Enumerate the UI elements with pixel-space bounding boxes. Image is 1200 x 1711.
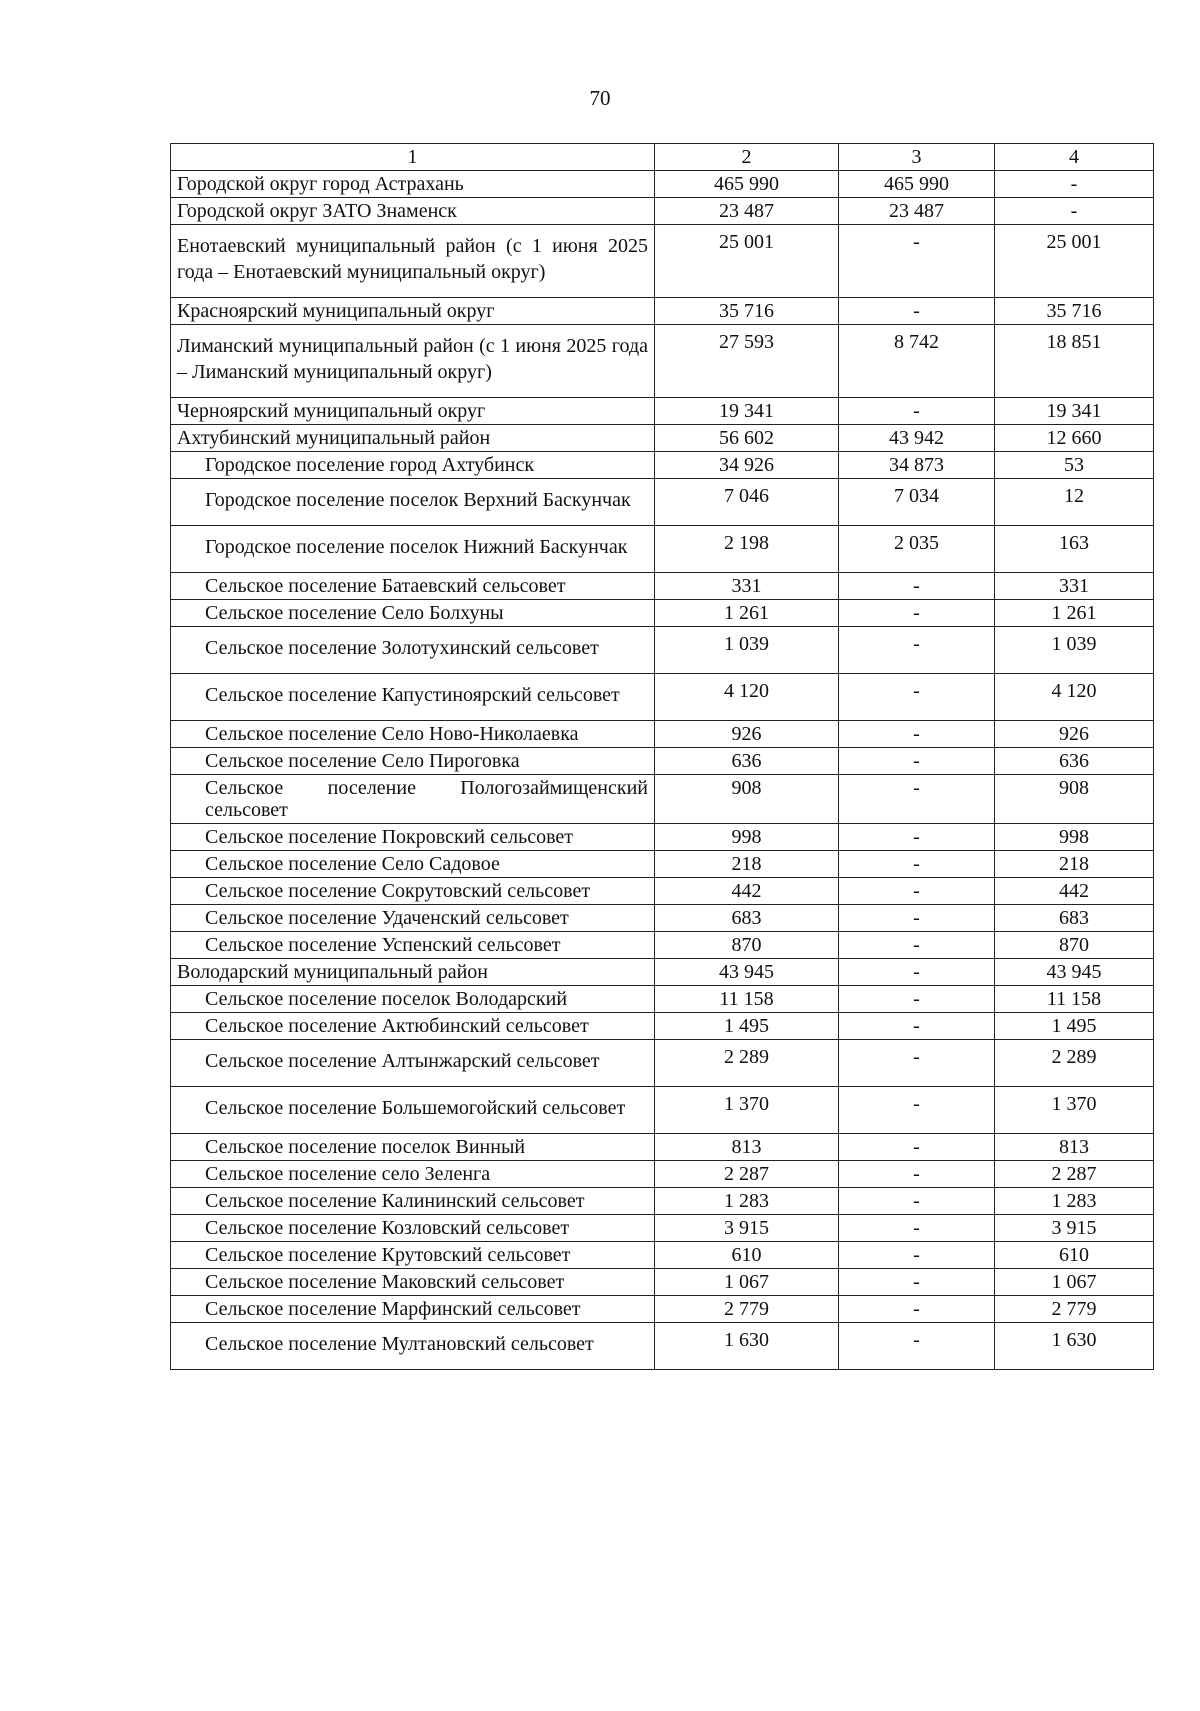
value-cell-col4: 2 779 [995, 1296, 1154, 1323]
name-cell: Городское поселение поселок Нижний Баскунчак [171, 526, 655, 573]
value-cell-col3: - [839, 1242, 995, 1269]
value-cell-col2: 43 945 [655, 959, 839, 986]
name-cell: Городское поселение поселок Верхний Баскунчак [171, 479, 655, 526]
name-cell: Сельское поселение Капустиноярский сельсовет [171, 674, 655, 721]
table-row [171, 325, 1154, 398]
name-cell: Сельское поселение село Зеленга [171, 1161, 655, 1188]
value-cell-col4: 442 [995, 878, 1154, 905]
value-cell-col3: - [839, 1215, 995, 1242]
table-row [171, 878, 1154, 905]
value-cell-col4: 12 [995, 479, 1154, 526]
name-cell: Черноярский муниципальный округ [171, 398, 655, 425]
table-row [171, 225, 1154, 298]
value-cell-col3: - [839, 674, 995, 721]
value-cell-col2: 11 158 [655, 986, 839, 1013]
name-cell: Городской округ ЗАТО Знаменск [171, 198, 655, 225]
page-number: 70 [589, 86, 611, 110]
value-cell-col2: 465 990 [655, 171, 839, 198]
value-cell-col4: 19 341 [995, 398, 1154, 425]
value-cell-col4: 1 261 [995, 600, 1154, 627]
name-cell: Енотаевский муниципальный район (с 1 июня 2025 года – Енотаевский муниципальный округ) [171, 225, 655, 298]
value-cell-col2: 1 067 [655, 1269, 839, 1296]
value-cell-col3: - [839, 1134, 995, 1161]
value-cell-col2: 683 [655, 905, 839, 932]
value-cell-col4: 163 [995, 526, 1154, 573]
table-row [171, 824, 1154, 851]
table-row [171, 198, 1154, 225]
table-row [171, 1296, 1154, 1323]
value-cell-col4: 926 [995, 721, 1154, 748]
name-cell: Сельское поселение Сокрутовский сельсовет [171, 878, 655, 905]
name-cell: Сельское поселение Козловский сельсовет [171, 1215, 655, 1242]
table-row [171, 748, 1154, 775]
value-cell-col2: 442 [655, 878, 839, 905]
name-cell: Сельское поселение Маковский сельсовет [171, 1269, 655, 1296]
value-cell-col4: 636 [995, 748, 1154, 775]
value-cell-col3: - [839, 1040, 995, 1087]
value-cell-col3: - [839, 1323, 995, 1370]
value-cell-col2: 35 716 [655, 298, 839, 325]
value-cell-col2: 2 287 [655, 1161, 839, 1188]
value-cell-col2: 610 [655, 1242, 839, 1269]
table-row [171, 851, 1154, 878]
name-cell: Ахтубинский муниципальный район [171, 425, 655, 452]
value-cell-col3: - [839, 573, 995, 600]
header-row [171, 144, 1154, 171]
table-row [171, 479, 1154, 526]
value-cell-col4: 610 [995, 1242, 1154, 1269]
value-cell-col4: 35 716 [995, 298, 1154, 325]
data-table [170, 143, 1154, 1370]
table-row [171, 1134, 1154, 1161]
table-row [171, 1188, 1154, 1215]
value-cell-col4: 11 158 [995, 986, 1154, 1013]
table-row [171, 721, 1154, 748]
table-row [171, 1323, 1154, 1370]
value-cell-col2: 56 602 [655, 425, 839, 452]
value-cell-col4: 18 851 [995, 325, 1154, 398]
value-cell-col2: 2 779 [655, 1296, 839, 1323]
name-cell: Сельское поселение Калининский сельсовет [171, 1188, 655, 1215]
value-cell-col3: - [839, 1161, 995, 1188]
name-cell: Лиманский муниципальный район (с 1 июня 2025 года – Лиманский муниципальный округ) [171, 325, 655, 398]
name-cell: Сельское поселение Село Ново-Николаевка [171, 721, 655, 748]
name-cell: Красноярский муниципальный округ [171, 298, 655, 325]
name-cell: Сельское поселение Покровский сельсовет [171, 824, 655, 851]
value-cell-col4: 218 [995, 851, 1154, 878]
value-cell-col2: 25 001 [655, 225, 839, 298]
value-cell-col3: - [839, 748, 995, 775]
value-cell-col2: 998 [655, 824, 839, 851]
value-cell-col3: - [839, 600, 995, 627]
table-row [171, 298, 1154, 325]
table-row [171, 1215, 1154, 1242]
value-cell-col4: 3 915 [995, 1215, 1154, 1242]
table-row [171, 1013, 1154, 1040]
value-cell-col4: 331 [995, 573, 1154, 600]
name-cell: Сельское поселение поселок Винный [171, 1134, 655, 1161]
value-cell-col3: 7 034 [839, 479, 995, 526]
name-cell: Сельское поселение Село Болхуны [171, 600, 655, 627]
value-cell-col3: - [839, 878, 995, 905]
table-row [171, 452, 1154, 479]
table-row [171, 775, 1154, 824]
name-cell: Городское поселение город Ахтубинск [171, 452, 655, 479]
table-row [171, 905, 1154, 932]
value-cell-col2: 636 [655, 748, 839, 775]
table-row [171, 1040, 1154, 1087]
table-row [171, 573, 1154, 600]
value-cell-col4: 43 945 [995, 959, 1154, 986]
value-cell-col4: 870 [995, 932, 1154, 959]
value-cell-col4: 1 039 [995, 627, 1154, 674]
value-cell-col3: - [839, 721, 995, 748]
name-cell: Сельское поселение Марфинский сельсовет [171, 1296, 655, 1323]
name-cell: Сельское поселение Актюбинский сельсовет [171, 1013, 655, 1040]
value-cell-col3: 8 742 [839, 325, 995, 398]
table-row [171, 398, 1154, 425]
value-cell-col3: - [839, 1188, 995, 1215]
value-cell-col4: 1 370 [995, 1087, 1154, 1134]
name-cell: Сельское поселение Пологозаймищенский сельсовет [171, 775, 655, 824]
value-cell-col2: 1 630 [655, 1323, 839, 1370]
table-row [171, 600, 1154, 627]
name-cell: Сельское поселение Большемогойский сельсовет [171, 1087, 655, 1134]
value-cell-col3: - [839, 905, 995, 932]
table-row [171, 526, 1154, 573]
value-cell-col4: 12 660 [995, 425, 1154, 452]
value-cell-col3: - [839, 775, 995, 824]
value-cell-col3: - [839, 824, 995, 851]
value-cell-col3: 465 990 [839, 171, 995, 198]
value-cell-col4: 683 [995, 905, 1154, 932]
value-cell-col2: 19 341 [655, 398, 839, 425]
table-row [171, 1087, 1154, 1134]
value-cell-col2: 1 039 [655, 627, 839, 674]
table-row [171, 674, 1154, 721]
table-row [171, 959, 1154, 986]
value-cell-col4: - [995, 171, 1154, 198]
value-cell-col2: 1 370 [655, 1087, 839, 1134]
value-cell-col3: - [839, 298, 995, 325]
value-cell-col3: - [839, 1269, 995, 1296]
value-cell-col3: - [839, 851, 995, 878]
value-cell-col2: 1 495 [655, 1013, 839, 1040]
value-cell-col2: 870 [655, 932, 839, 959]
value-cell-col4: 813 [995, 1134, 1154, 1161]
name-cell: Сельское поселение Успенский сельсовет [171, 932, 655, 959]
value-cell-col3: - [839, 225, 995, 298]
value-cell-col4: 4 120 [995, 674, 1154, 721]
name-cell: Сельское поселение Мултановский сельсовет [171, 1323, 655, 1370]
name-cell: Сельское поселение Село Пироговка [171, 748, 655, 775]
table-body [171, 171, 1154, 1370]
value-cell-col4: 53 [995, 452, 1154, 479]
value-cell-col4: 2 287 [995, 1161, 1154, 1188]
table-row [171, 986, 1154, 1013]
col-header-1: 1 [171, 144, 655, 171]
name-cell: Сельское поселение Удаченский сельсовет [171, 905, 655, 932]
value-cell-col2: 7 046 [655, 479, 839, 526]
value-cell-col4: 908 [995, 775, 1154, 824]
table-row [171, 171, 1154, 198]
value-cell-col3: - [839, 1013, 995, 1040]
value-cell-col3: - [839, 1296, 995, 1323]
value-cell-col2: 2 198 [655, 526, 839, 573]
value-cell-col3: - [839, 932, 995, 959]
value-cell-col3: - [839, 1087, 995, 1134]
name-cell: Городской округ город Астрахань [171, 171, 655, 198]
value-cell-col2: 23 487 [655, 198, 839, 225]
value-cell-col4: 1 067 [995, 1269, 1154, 1296]
value-cell-col2: 331 [655, 573, 839, 600]
name-cell: Сельское поселение Село Садовое [171, 851, 655, 878]
name-cell: Сельское поселение поселок Володарский [171, 986, 655, 1013]
col-header-2: 2 [655, 144, 839, 171]
table-row [171, 425, 1154, 452]
value-cell-col3: - [839, 627, 995, 674]
col-header-4: 4 [995, 144, 1154, 171]
value-cell-col4: 1 283 [995, 1188, 1154, 1215]
value-cell-col2: 908 [655, 775, 839, 824]
value-cell-col2: 1 283 [655, 1188, 839, 1215]
name-cell: Сельское поселение Батаевский сельсовет [171, 573, 655, 600]
table-row [171, 932, 1154, 959]
value-cell-col4: - [995, 198, 1154, 225]
col-header-3: 3 [839, 144, 995, 171]
value-cell-col3: 2 035 [839, 526, 995, 573]
value-cell-col2: 34 926 [655, 452, 839, 479]
table-row [171, 1269, 1154, 1296]
value-cell-col2: 3 915 [655, 1215, 839, 1242]
value-cell-col2: 27 593 [655, 325, 839, 398]
name-cell: Сельское поселение Алтынжарский сельсовет [171, 1040, 655, 1087]
value-cell-col4: 1 630 [995, 1323, 1154, 1370]
value-cell-col3: 23 487 [839, 198, 995, 225]
value-cell-col3: - [839, 398, 995, 425]
value-cell-col2: 4 120 [655, 674, 839, 721]
value-cell-col2: 926 [655, 721, 839, 748]
value-cell-col4: 25 001 [995, 225, 1154, 298]
value-cell-col2: 2 289 [655, 1040, 839, 1087]
value-cell-col4: 1 495 [995, 1013, 1154, 1040]
value-cell-col3: - [839, 959, 995, 986]
value-cell-col2: 218 [655, 851, 839, 878]
value-cell-col3: - [839, 986, 995, 1013]
table-row [171, 627, 1154, 674]
table-row [171, 1242, 1154, 1269]
name-cell: Володарский муниципальный район [171, 959, 655, 986]
value-cell-col4: 998 [995, 824, 1154, 851]
value-cell-col3: 43 942 [839, 425, 995, 452]
name-cell: Сельское поселение Крутовский сельсовет [171, 1242, 655, 1269]
value-cell-col4: 2 289 [995, 1040, 1154, 1087]
value-cell-col3: 34 873 [839, 452, 995, 479]
name-cell: Сельское поселение Золотухинский сельсовет [171, 627, 655, 674]
table-row [171, 1161, 1154, 1188]
value-cell-col2: 813 [655, 1134, 839, 1161]
value-cell-col2: 1 261 [655, 600, 839, 627]
